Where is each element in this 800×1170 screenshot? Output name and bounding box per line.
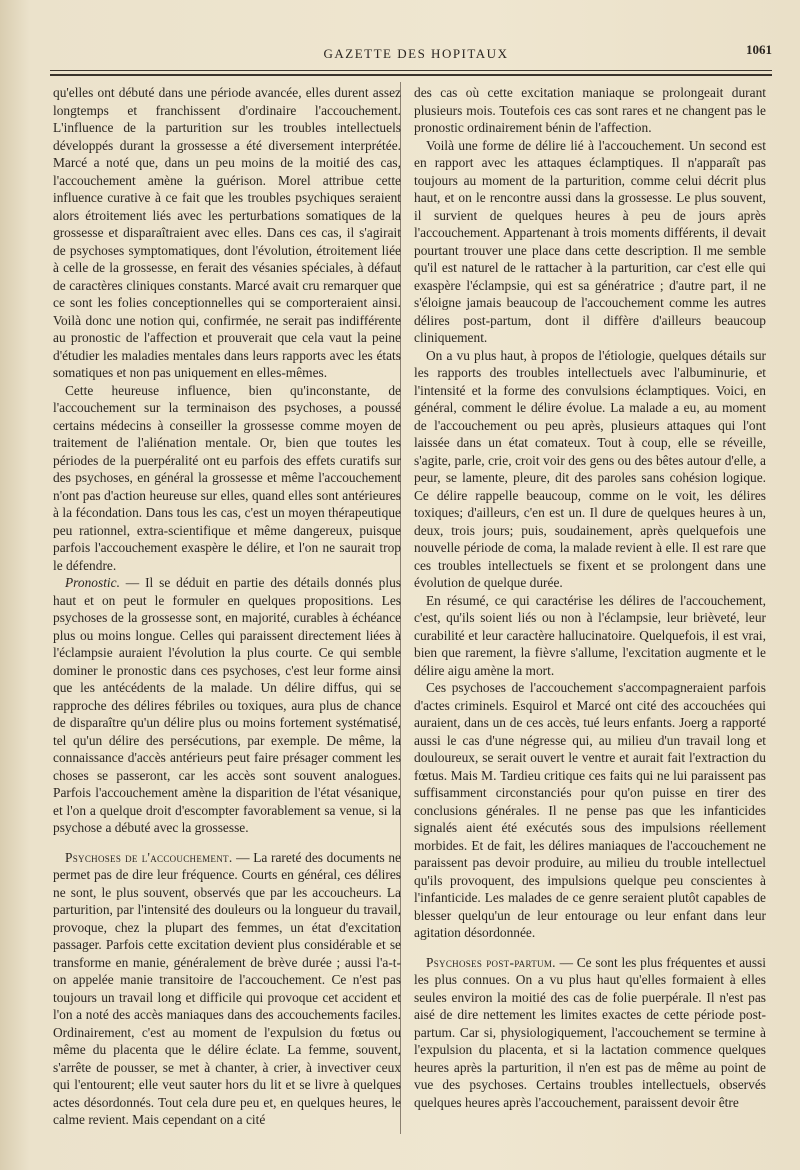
paragraph: En résumé, ce qui caractérise les délires de l'accouchement, c'est, qu'ils soient liés ou non à l'éclampsie, leur brièveté, leur curabilité et leur caractère hallucinatoire. Quelquefois, il est vrai, bien que rarement, la fièvre s'allume, l'excitation augmente et le délire aigu amène la mort. bbox=[414, 592, 766, 678]
paragraph-text: — Ce sont les plus fréquentes et aussi les plus connues. On a vu plus haut qu'elles formaient à elles seules environ la moitié des cas de folie puerpérale. Il n'est pas aisé de dire nettement les limites exactes de cette période post-partum. Car si, physiologiquement, l'accouchement se termine à l'expulsion du placenta, et si la lactation commence quelques heures après la parturition, il n'en est pas de même au point de vue des psychoses. Certains troubles intellectuels, observés quelques heures après l'accouchement, paraissent devoir être bbox=[414, 954, 766, 1110]
paragraph-text: — La rareté des documents ne permet pas de dire leur fréquence. Courts en général, ces délires ne sont, le plus souvent, observés que par les accoucheurs. La parturition, par l'intensité des douleurs ou la longueur du travail, provoque, chez la plupart des femmes, un état d'excitation passager. Parfois cette excitation devient plus considérable et se transforme en manie, généralement de brève durée ; aussi l'a-t-on appelée manie transitoire de l'accouchement. Ce n'est pas toujours un travail long et difficile qui provoque cet accident et l'on a noté des accès maniaques dans des accouchements faciles. Ordinairement, c'est au moment de l'expulsion du fœtus ou même du placenta que le délire éclate. La femme, souvent, s'arrête de pousser, se met à chanter, à crier, à invectiver ceux qui l'entourent; elle veut sauter hors du lit et se livre à quelques actes désordonnés. Tout cela dure peu et, en quelques heures, le calme revient. Mais cependant on a cité bbox=[53, 849, 401, 1127]
paragraph: Voilà une forme de délire lié à l'accouchement. Un second est en rapport avec les attaques éclamptiques. Il n'apparaît pas toujours au moment de la parturition, comme celui décrit plus haut, et on le rencontre aussi dans la grossesse. Le plus souvent, il survient de quelques heures à peu de jours après l'accouchement. Appartenant à trois moments différents, il devait pourtant trouver une place dans cette description. Il me semble qu'il est naturel de le rattacher à la parturition, car c'est elle qui exaspère l'éclampsie, qui est sa génératrice ; d'autre part, il ne s'éloigne jamais beaucoup de l'accouchement comme les autres délires post-partum, dont il diffère d'ailleurs beaucoup cliniquement. bbox=[414, 137, 766, 345]
right-column bbox=[414, 84, 766, 1111]
paragraph: Ces psychoses de l'accouchement s'accompagneraient parfois d'actes criminels. Esquirol et Marcé ont cité des accouchées qui auraient, dans un de ces accès, tué leurs enfants. Joerg a rapporté aussi le cas d'une négresse qui, au milieu d'un travail long et douloureux, se serait ouvert le ventre et aurait fait l'extraction du fœtus. Mais M. Tardieu critique ces faits qui ne lui paraissent pas suffisamment circonstanciés pour qu'on puisse en tirer des conclusions générales. Il ne pense pas que les infanticides signalés aient été exécutés sous des impulsions réellement morbides. Et de fait, les délires maniaques de l'accouchement ne paraissent pas devoir produire, au milieu du trouble intellectuel qu'ils provoquent, des impulsions quelque peu conscientes à l'infanticide. Les malades de ce genre seraient plutôt capables de blesser quelqu'un de leur entourage ou leur enfant dans leur agitation désordonnée. bbox=[414, 680, 766, 940]
section-heading-accouchement: Psychoses de l'accouchement. bbox=[65, 849, 233, 865]
header-rule-thick bbox=[50, 74, 772, 76]
paragraph-psychoses-post-partum bbox=[414, 954, 766, 1112]
paragraph: Cette heureuse influence, bien qu'inconstante, de l'accouchement sur la terminaison des psychoses, a poussé certains médecins à conseiller la grossesse comme moyen de traitement de l'aliénation mentale. Or, bien que toutes les périodes de la puerpéralité ont eu parfois des effets curatifs sur des psychoses, en général la grossesse et même l'accouchement n'ont pas d'action heureuse sur elles, quand elles sont antérieures à la fécondation. Dans tous les cas, c'est un moyen thérapeutique peu rationnel, extra-scientifique et même dangereux, puisque parfois l'accouchement exaspère le délire, et l'on ne saurait trop le défendre. bbox=[53, 382, 401, 573]
section-heading-post-partum: Psychoses post-partum. bbox=[426, 954, 556, 970]
paragraph: qu'elles ont débuté dans une période avancée, elles durent assez longtemps et franchissent d'ordinaire l'accouchement. L'influence de la parturition sur les troubles intellectuels développés durant la grossesse a été diversement interprétée. Marcé a noté que, dans un peu moins de la moitié des cas, l'accouchement amène la guérison. Morel attribue cette influence curative à ce fait que les troubles psychiques seraient alors étroitement liés avec les perturbations somatiques de la grossesse et disparaîtraient avec elles. Dans ces cas, il s'agirait de psychoses symptomatiques, dont l'évolution, étroitement liée à celle de la grossesse, en ferait des vésanies spéciales, à défaut de caractères cliniques constants. Marcé avait cru remarquer que ce sont les folies conceptionnelles qui se comporteraient ainsi. Voilà donc une notion qui, confirmée, ne serait pas indifférente au pronostic de l'affection et prouverait que cela vaut la peine d'étudier les maladies mentales dans leurs rapports avec les états somatiques et non pas uniquement en elles-mêmes. bbox=[53, 85, 401, 380]
paragraph-text: — Il se déduit en partie des détails donnés plus haut et on peut le formuler en quelques propositions. Les psychoses de la grossesse sont, en majorité, curables à échéance plus ou moins longue. Celles qui paraissent directement liées à l'éclampsie auraient l'évolution la plus courte. Ce qui semble dominer le pronostic dans ces psychoses, c'est leur forme ainsi que les antécédents de la malade. Un délire diffus, qui se rapproche des délires fébriles ou toxiques, aura plus de chance de disparaître qu'un délire plus ou moins fortement systématisé, tel qu'un délire des persécutions, par exemple. De même, la connaissance d'accès antérieurs peut faire présager comment les choses se passeront, car les accès sont souvent analogues. Parfois l'accouchement amène la disparition de l'état vésanique, et l'on a quelque droit d'escompter favorablement sa venue, si la psychose a débuté avec la grossesse. bbox=[53, 575, 401, 835]
running-title: GAZETTE DES HOPITAUX bbox=[323, 46, 509, 61]
paragraph-psychoses-accouchement bbox=[53, 849, 401, 1129]
paragraph: On a vu plus haut, à propos de l'étiologie, quelques détails sur les rapports des troubles intellectuels avec l'albuminurie, et l'intensité et la forme des convulsions éclamptiques. Voici, en général, comment le délire évolue. La malade a eu, au moment de l'accouchement ou peu après, plusieurs attaques qui l'ont laissée dans un état comateux. Tout à coup, elle se réveille, s'agite, parle, crie, croit voir des gens ou des bêtes autour d'elle, a peur, se lamente, pleure, dit des paroles sans cohésion logique. Ce délire rappelle beaucoup, comme on le voit, les délires toxiques; d'ailleurs, c'en est un. Il dure de quelques heures à un, deux, trois jours; puis, soudainement, après quelquefois une nouvelle période de coma, la malade revient à elle. Il est rare que ces troubles intellectuels se fixent et se prolongent dans une évolution de quelque durée. bbox=[414, 347, 766, 590]
left-column bbox=[53, 84, 401, 1129]
header-rule-thin bbox=[50, 70, 772, 71]
page-number: 1061 bbox=[746, 42, 772, 57]
page-header bbox=[60, 42, 772, 66]
section-label-pronostic: Pronostic. bbox=[65, 575, 120, 590]
paragraph: des cas où cette excitation maniaque se prolongeait durant plusieurs mois. Toutefois ces cas sont rares et ne changent pas le pronostic ordinairement bénin de l'affection. bbox=[414, 85, 766, 135]
paragraph-pronostic bbox=[53, 574, 401, 837]
